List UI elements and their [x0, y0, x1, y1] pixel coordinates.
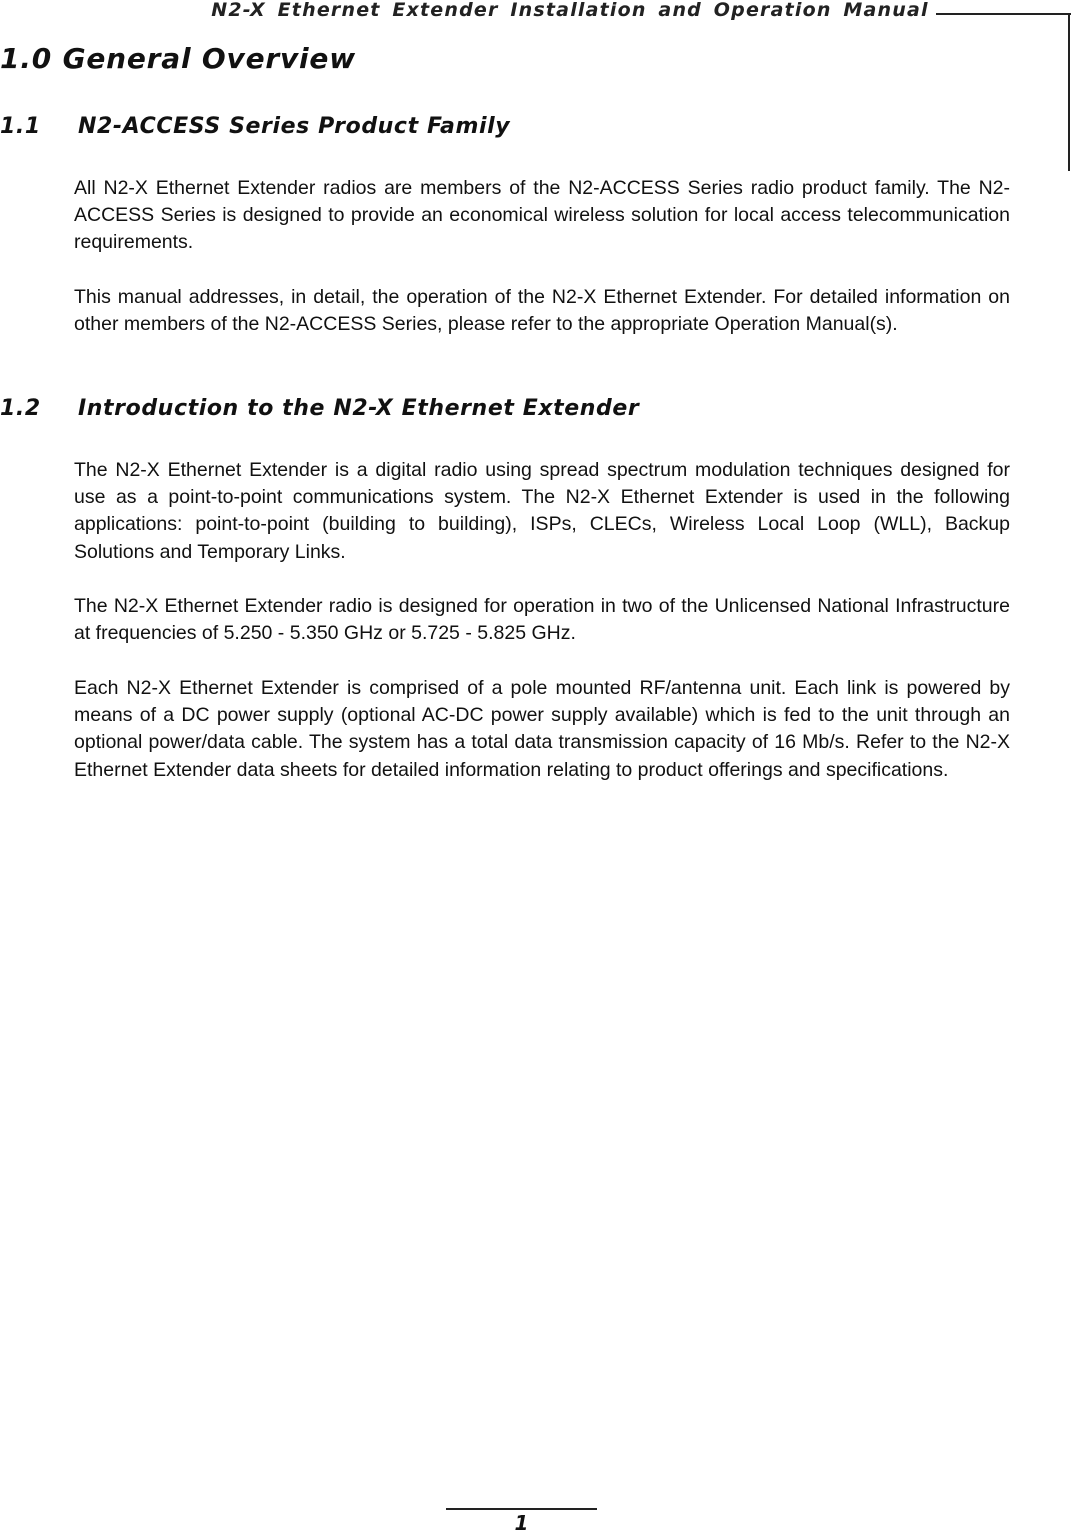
section-title: Introduction to the N2-X Ethernet Extender — [78, 396, 640, 421]
paragraph: The N2-X Ethernet Extender is a digital radio using spread spectrum modulation techniques designed for use as a point-to-point communications system. The N2-X Ethernet Extender is used in the following applications: point-to-point (building to building), ISPs, CLECs, Wireless Local Loop (WLL), Backup Solutions and Temporary Links. — [74, 459, 1010, 563]
section-number: 1.2 — [0, 396, 41, 421]
section-number: 1.0 — [0, 42, 53, 75]
paragraph: Each N2-X Ethernet Extender is comprised of a pole mounted RF/antenna unit. Each link is powered by means of a DC power supply (optional AC-DC power supply available) which is fed to the unit through an optional power/data cable. The system has a total data transmission capacity of 16 Mb/s. Refer to the N2-X Ethernet Extender data sheets for detailed information relating to product offerings and specifications. — [74, 677, 1010, 781]
footer-rule — [446, 1508, 597, 1510]
paragraph: The N2-X Ethernet Extender radio is designed for operation in two of the Unlicensed National Infrastructure at frequencies of 5.250 - 5.350 GHz or 5.725 - 5.825 GHz. — [74, 595, 1010, 645]
section-title: General Overview — [62, 42, 356, 75]
section-title: N2-ACCESS Series Product Family — [78, 114, 511, 139]
paragraph: This manual addresses, in detail, the operation of the N2-X Ethernet Extender. For detailed information on other members of the N2-ACCESS Series, please refer to the appropriate Operation Manual(s). — [74, 286, 1010, 336]
section-heading-1-1 — [0, 113, 510, 141]
section-heading-1-0 — [0, 42, 356, 76]
header-rule-horizontal — [936, 13, 1071, 15]
header-rule-vertical — [1068, 13, 1070, 171]
running-header-title: N2-X Ethernet Extender Installation and Operation Manual — [211, 0, 929, 21]
paragraph: All N2-X Ethernet Extender radios are members of the N2-ACCESS Series radio product family. The N2-ACCESS Series is designed to provide an economical wireless solution for local access telecommunication requirements. — [74, 177, 1010, 254]
section-heading-1-2 — [0, 395, 639, 423]
section-number: 1.1 — [0, 114, 41, 139]
page-number: 1 — [514, 1511, 529, 1535]
